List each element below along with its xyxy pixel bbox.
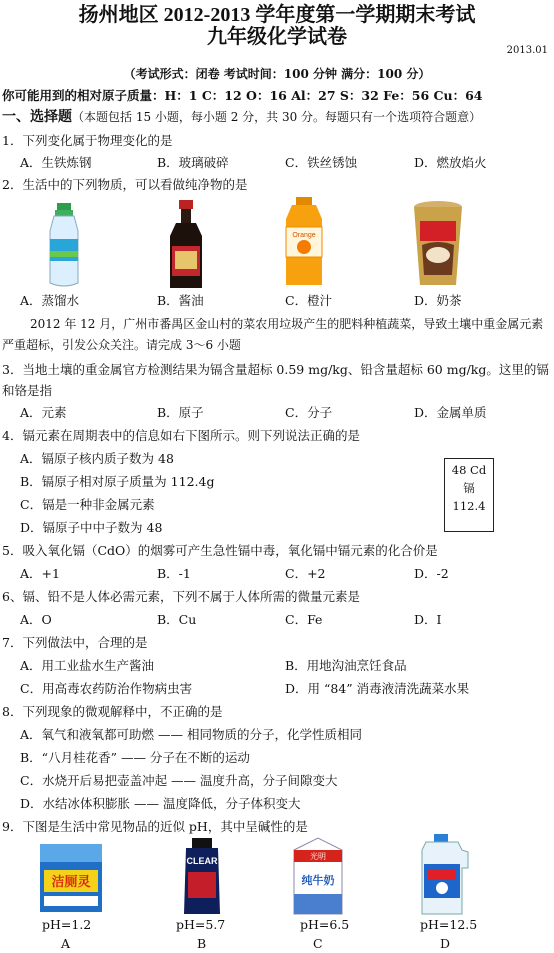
q2-option-c[interactable]: C．橙汁 — [285, 293, 333, 308]
element-name: 镉 — [463, 481, 475, 495]
q9-ph-b: pH=5.7 — [176, 917, 226, 932]
q2-option-a[interactable]: A．蒸馏水 — [20, 293, 80, 308]
question-7-stem: 7．下列做法中，合理的是 — [2, 635, 148, 650]
toilet-cleaner-text: 洁厕灵 — [51, 875, 91, 890]
q3-option-b[interactable]: B．原子 — [157, 405, 204, 420]
q5-option-b[interactable]: B．-1 — [157, 566, 191, 581]
q7-option-b[interactable]: B．用地沟油烹饪食品 — [285, 658, 407, 673]
shampoo-brand-text: CLEAR — [186, 856, 218, 866]
milk-carton-image — [288, 836, 348, 916]
detergent-bottle-image — [412, 834, 474, 916]
q5-option-d[interactable]: D．-2 — [414, 566, 449, 581]
question-1-stem: 1．下列变化属于物理变化的是 — [2, 133, 173, 148]
q9-option-d[interactable]: D — [440, 936, 451, 951]
exam-title: 扬州地区 2012-2013 学年度第一学期期末考试 — [78, 4, 476, 26]
q5-option-c[interactable]: C．+2 — [285, 566, 326, 581]
q3-option-d[interactable]: D．金属单质 — [414, 405, 487, 420]
exam-info: （考试形式：闭卷 考试时间：100 分钟 满分：100 分） — [123, 67, 431, 81]
q4-option-d[interactable]: D．镉原子中中子数为 48 — [20, 520, 163, 535]
q6-option-b[interactable]: B．Cu — [157, 612, 197, 627]
reading-passage: 2012 年 12 月，广州市番禺区金山村的菜农用垃圾产生的肥料种植蔬菜，导致土壤中重金属元素严重超标，引发公众关注。请完成 3～6 小题 — [2, 317, 544, 352]
q9-ph-c: pH=6.5 — [300, 917, 350, 932]
q8-option-c[interactable]: C．水烧开后易把壶盖冲起 —— 温度升高，分子间隙变大 — [20, 773, 338, 788]
shampoo-bottle-image — [178, 838, 226, 916]
q4-option-c[interactable]: C．镉是一种非金属元素 — [20, 497, 155, 512]
milk-brand-text: 光明 — [310, 852, 326, 861]
q4-option-a[interactable]: A．镉原子核内质子数为 48 — [20, 451, 174, 466]
question-3-stem: 3．当地土壤的重金属官方检测结果为镉含量超标 0.59 mg/kg、铅含量超标 60 mg/kg。这里的镉和铬是指 — [2, 362, 549, 398]
toilet-cleaner-box-image — [38, 840, 104, 914]
exam-date: 2013.01 — [506, 45, 548, 56]
q7-option-a[interactable]: A．用工业盐水生产酱油 — [20, 658, 155, 673]
element-mass: 112.4 — [452, 499, 486, 513]
q7-option-c[interactable]: C．用高毒农药防治作物病虫害 — [20, 681, 193, 696]
q4-option-b[interactable]: B．镉原子相对原子质量为 112.4g — [20, 474, 215, 489]
q1-option-b[interactable]: B．玻璃破碎 — [157, 155, 229, 170]
section-desc: （本题包括 15 小题，每小题 2 分，共 30 分。每题只有一个选项符合题意） — [72, 110, 482, 124]
q2-option-d[interactable]: D．奶茶 — [414, 293, 462, 308]
question-2-stem: 2．生活中的下列物质，可以看做纯净物的是 — [2, 177, 248, 192]
cadmium-element-box — [444, 458, 494, 532]
q9-option-b[interactable]: B — [197, 936, 207, 951]
q1-option-c[interactable]: C．铁丝锈蚀 — [285, 155, 358, 170]
q8-option-b[interactable]: B．“八月桂花香” —— 分子在不断的运动 — [20, 750, 250, 765]
milk-tea-cup-image — [410, 199, 466, 289]
q9-ph-a: pH=1.2 — [42, 917, 92, 932]
q9-option-a[interactable]: A — [61, 936, 71, 951]
soy-sauce-bottle-image — [164, 200, 208, 290]
distilled-water-bottle-image — [40, 203, 88, 289]
q9-option-c[interactable]: C — [313, 936, 323, 951]
element-number-symbol: 48 Cd — [451, 463, 487, 477]
question-9-stem: 9．下图是生活中常见物品的近似 pH，其中呈碱性的是 — [2, 819, 308, 834]
q7-option-d[interactable]: D．用 “84” 消毒液清洗蔬菜水果 — [285, 681, 470, 696]
q9-ph-d: pH=12.5 — [420, 917, 478, 932]
q6-option-a[interactable]: A．O — [20, 612, 52, 627]
question-5-stem: 5．吸入氧化镉（CdO）的烟雾可产生急性镉中毒，氧化镉中镉元素的化合价是 — [2, 543, 438, 558]
q3-option-c[interactable]: C．分子 — [285, 405, 333, 420]
q3-option-a[interactable]: A．元素 — [20, 405, 67, 420]
orange-juice-bottle-image — [270, 197, 340, 289]
q1-option-a[interactable]: A．生铁炼钢 — [20, 155, 92, 170]
question-6-stem: 6、镉、铅不是人体必需元素，下列不属于人体所需的微量元素是 — [2, 589, 360, 604]
q6-option-c[interactable]: C．Fe — [285, 612, 323, 627]
question-8-stem: 8．下列现象的微观解释中，不正确的是 — [2, 704, 223, 719]
section-header — [2, 108, 481, 127]
q1-option-d[interactable]: D．燃放焰火 — [414, 155, 487, 170]
q5-option-a[interactable]: A．+1 — [20, 566, 60, 581]
milk-name-text: 纯牛奶 — [301, 874, 335, 887]
exam-subtitle: 九年级化学试卷 — [207, 26, 347, 48]
section-title: 一、选择题 — [2, 109, 72, 125]
orange-label-text: Orange — [292, 232, 316, 239]
question-4-stem: 4．镉元素在周期表中的信息如右下图所示。则下列说法正确的是 — [2, 428, 360, 443]
q8-option-a[interactable]: A．氧气和液氧都可助燃 —— 相同物质的分子，化学性质相同 — [20, 727, 362, 742]
q6-option-d[interactable]: D．I — [414, 612, 442, 627]
q8-option-d[interactable]: D．水结冰体积膨胀 —— 温度降低，分子体积变大 — [20, 796, 301, 811]
atomic-mass-line: 你可能用到的相对原子质量：H：1 C：12 O：16 Al：27 S：32 Fe：56 Cu：64 — [2, 88, 483, 103]
q2-option-b[interactable]: B．酱油 — [157, 293, 204, 308]
